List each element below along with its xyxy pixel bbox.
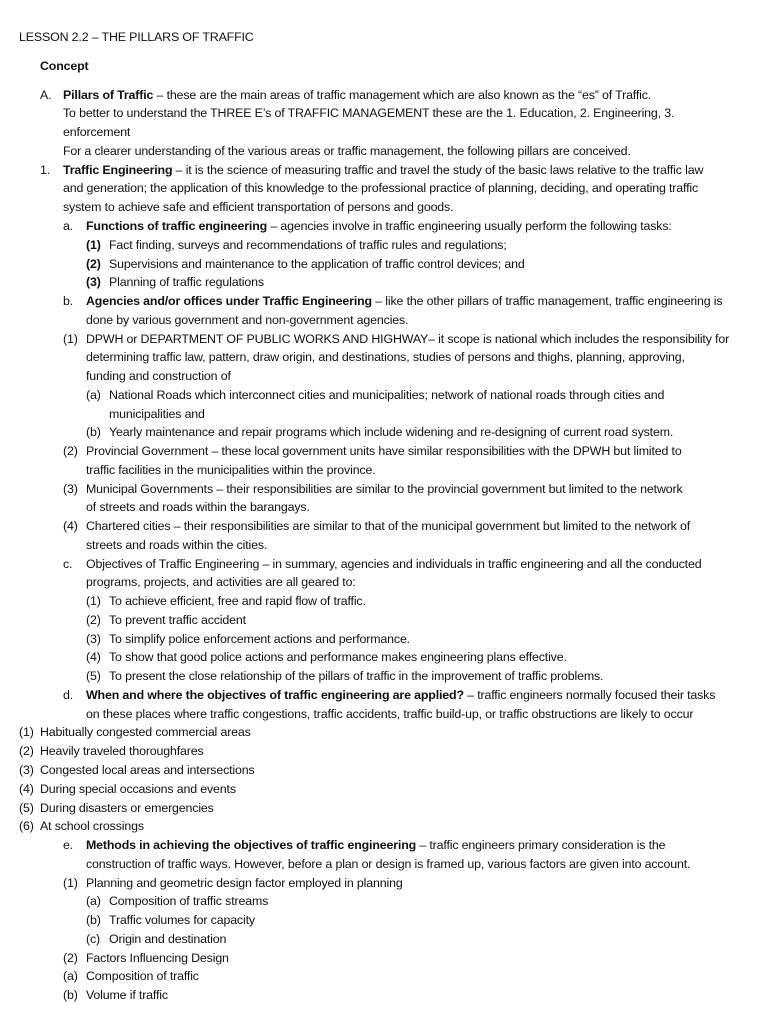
item-a-line-1 <box>86 218 672 234</box>
factors-sub-text: Composition of traffic <box>86 969 199 983</box>
when-where-term: When and where the objectives of traffic engineering are applied? <box>86 688 464 702</box>
item-e-line-2: construction of traffic ways. However, before a plan or design is framed up, various factors are given into account. <box>86 857 691 871</box>
task-text: Supervisions and maintenance to the application of traffic control devices; and <box>109 257 525 271</box>
section-1-label: 1. <box>40 163 51 177</box>
objective-text: To simplify police enforcement actions and performance. <box>109 632 410 646</box>
method-label: (1) <box>63 876 78 890</box>
factors-text: Factors Influencing Design <box>86 951 229 965</box>
municipal-line-1: Municipal Governments – their responsibilities are similar to the provincial government but limited to the network <box>86 482 683 496</box>
item-d-text: – traffic engineers normally focused their tasks <box>463 688 716 702</box>
dpwh-line-1: DPWH or DEPARTMENT OF PUBLIC WORKS AND HIGHWAY– it scope is national which includes the responsibility for <box>86 332 730 346</box>
item-e-label: e. <box>63 838 74 852</box>
place-label: (5) <box>19 801 34 815</box>
objective-label: (5) <box>86 669 101 683</box>
item-b-line-1 <box>86 293 722 309</box>
section-a-text: – these are the main areas of traffic management which are also known as the “es” of Traffic. <box>153 88 652 102</box>
item-e-text: – traffic engineers primary consideration is the <box>416 838 666 852</box>
planning-sub-text: Traffic volumes for capacity <box>109 913 255 927</box>
planning-sub-label: (a) <box>86 894 101 908</box>
task-text: Fact finding, surveys and recommendations of traffic rules and regulations; <box>109 238 507 252</box>
place-label: (2) <box>19 744 34 758</box>
functions-term: Functions of traffic engineering <box>86 219 268 233</box>
planning-sub-text: Composition of traffic streams <box>109 894 269 908</box>
section-1-line-3: system to achieve safe and efficient transportation of persons and goods. <box>63 200 454 214</box>
section-a-line-4: For a clearer understanding of the various areas or traffic management, the following pillars are conceived. <box>63 144 631 158</box>
item-b-line-2: done by various government and non-government agencies. <box>86 313 409 327</box>
section-1-text: – it is the science of measuring traffic and travel the study of the basic laws relative to the traffic law <box>172 163 704 177</box>
item-c-label: c. <box>63 557 73 571</box>
task-label: (3) <box>86 275 101 289</box>
methods-term: Methods in achieving the objectives of traffic engineering <box>86 838 417 852</box>
item-c-line-1: Objectives of Traffic Engineering – in summary, agencies and individuals in traffic engineering and all the conducted <box>86 557 702 571</box>
item-a-label: a. <box>63 219 74 233</box>
municipal-line-2: of streets and roads within the barangays. <box>86 500 310 514</box>
place-text: At school crossings <box>40 819 144 833</box>
traffic-engineering-term: Traffic Engineering <box>63 163 173 177</box>
place-label: (1) <box>19 725 34 739</box>
place-text: Congested local areas and intersections <box>40 763 255 777</box>
dpwh-sub-line: National Roads which interconnect cities and municipalities; network of national roads through cities and <box>109 388 665 402</box>
agency-label: (4) <box>63 519 78 533</box>
dpwh-sub-line: municipalities and <box>109 407 205 421</box>
provincial-line-2: traffic facilities in the municipalities within the province. <box>86 463 376 477</box>
dpwh-line-2: determining traffic law, pattern, draw origin, and destinations, studies of persons and thighs, planning, approving, <box>86 350 685 364</box>
method-label: (2) <box>63 951 78 965</box>
planning-text: Planning and geometric design factor employed in planning <box>86 876 403 890</box>
chartered-line-1: Chartered cities – their responsibilities are similar to that of the municipal government but limited to the network of <box>86 519 691 533</box>
place-text: Habitually congested commercial areas <box>40 725 251 739</box>
planning-sub-label: (c) <box>86 932 100 946</box>
place-label: (4) <box>19 782 34 796</box>
section-1-line-2: and generation; the application of this knowledge to the professional practice of planning, deciding, and operating traffic <box>63 181 699 195</box>
provincial-line-1: Provincial Government – these local government units have similar responsibilities with the DPWH but limited to <box>86 444 682 458</box>
chartered-line-2: streets and roads within the cities. <box>86 538 268 552</box>
agencies-term: Agencies and/or offices under Traffic Engineering <box>86 294 372 308</box>
objective-text: To present the close relationship of the pillars of traffic in the improvement of traffic problems. <box>109 669 604 683</box>
dpwh-line-3: funding and construction of <box>86 369 231 383</box>
objective-text: To show that good police actions and performance makes engineering plans effective. <box>109 650 567 664</box>
place-label: (6) <box>19 819 34 833</box>
item-e-line-1 <box>86 837 665 853</box>
factors-sub-text: Volume if traffic <box>86 988 168 1002</box>
objective-text: To achieve efficient, free and rapid flow of traffic. <box>109 594 366 608</box>
factors-sub-label: (b) <box>63 988 78 1002</box>
section-1-line-1 <box>63 162 703 178</box>
agency-label: (3) <box>63 482 78 496</box>
dpwh-sub-line: Yearly maintenance and repair programs which include widening and re-designing of current road system. <box>109 425 674 439</box>
item-b-text: – like the other pillars of traffic management, traffic engineering is <box>371 294 723 308</box>
task-label: (1) <box>86 238 101 252</box>
objective-text: To prevent traffic accident <box>109 613 246 627</box>
item-d-line-1 <box>86 687 715 703</box>
pillars-of-traffic-term: Pillars of Traffic <box>63 88 154 102</box>
agency-label: (1) <box>63 332 78 346</box>
item-d-line-2: on these places where traffic congestions, traffic accidents, traffic build-up, or traffic obstructions are likely to occur <box>86 707 694 721</box>
objective-label: (1) <box>86 594 101 608</box>
place-text: Heavily traveled thoroughfares <box>40 744 204 758</box>
item-c-line-2: programs, projects, and activities are all geared to: <box>86 575 356 589</box>
item-d-label: d. <box>63 688 74 702</box>
lesson-title: LESSON 2.2 – THE PILLARS OF TRAFFIC <box>19 30 254 44</box>
objective-label: (4) <box>86 650 101 664</box>
place-text: During special occasions and events <box>40 782 236 796</box>
place-label: (3) <box>19 763 34 777</box>
dpwh-sub-label: (b) <box>86 425 101 439</box>
planning-sub-label: (b) <box>86 913 101 927</box>
objective-label: (3) <box>86 632 101 646</box>
concept-heading: Concept <box>40 59 89 73</box>
item-a-text: – agencies involve in traffic engineering usually perform the following tasks: <box>267 219 672 233</box>
agency-label: (2) <box>63 444 78 458</box>
section-a-line-3: enforcement <box>63 125 131 139</box>
task-text: Planning of traffic regulations <box>109 275 264 289</box>
dpwh-sub-label: (a) <box>86 388 101 402</box>
section-a-line-2: To better to understand the THREE E’s of TRAFFIC MANAGEMENT these are the 1. Education, 2. Engineering, 3. <box>63 106 675 120</box>
place-text: During disasters or emergencies <box>40 801 214 815</box>
item-b-label: b. <box>63 294 74 308</box>
objective-label: (2) <box>86 613 101 627</box>
task-label: (2) <box>86 257 101 271</box>
factors-sub-label: (a) <box>63 969 78 983</box>
planning-sub-text: Origin and destination <box>109 932 227 946</box>
section-a-line-1 <box>63 87 651 103</box>
section-a-label: A. <box>40 88 52 102</box>
